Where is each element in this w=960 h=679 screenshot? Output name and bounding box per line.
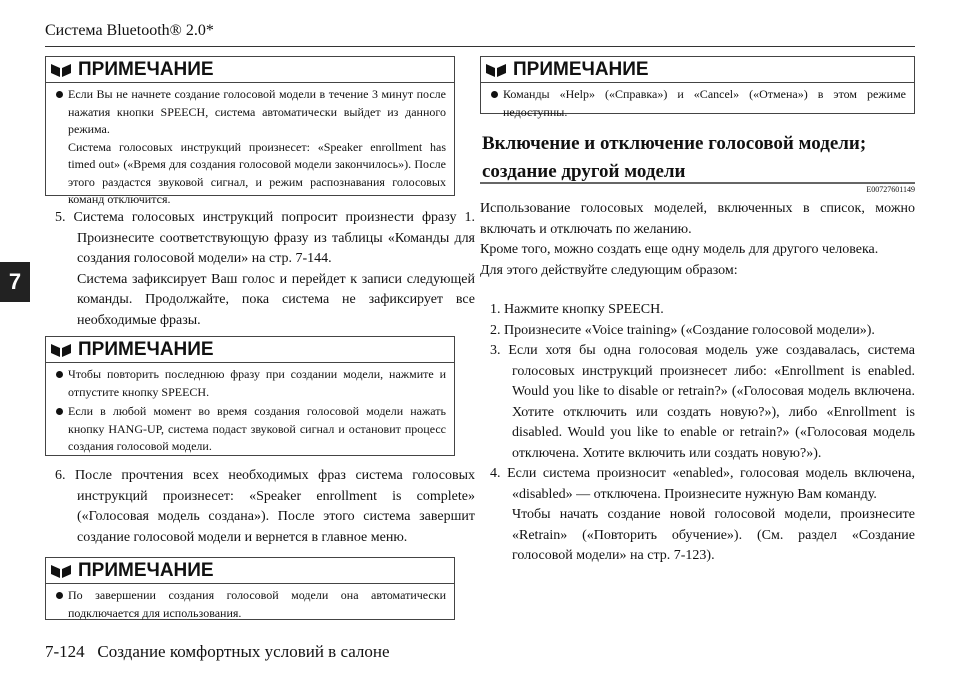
chapter-tab: 7 (0, 262, 30, 302)
intro-paragraphs (480, 199, 915, 281)
paragraph: Для этого действуйте следующим образом: (480, 262, 738, 278)
note-header (46, 57, 454, 83)
note-text: Команды «Help» («Справка») и «Cancel» («Отмена») в этом режиме недоступны. (491, 86, 906, 121)
step-text: Система голосовых инструкций попросит произнести фразу 1. Произнесите соответствующую фразу из таблицы «Команды для создания голосовой модели» на стр. 7-144. (73, 210, 475, 266)
step-text: Система зафиксирует Ваш голос и перейдет к записи следующей команды. Продолжайте, пока система не зафиксирует все необходимые фразы. (77, 271, 475, 328)
step-text: Нажмите кнопку SPEECH. (504, 302, 664, 317)
note-text: По завершении создания голосовой модели она автоматически подключается для использования. (56, 587, 446, 622)
page-number: 7-124 (45, 642, 85, 661)
steps-list (490, 300, 915, 567)
paragraph: Использование голосовых моделей, включенных в список, можно включать и отключать по желанию. (480, 201, 915, 237)
step-text: После прочтения всех необходимых фраз система голосовых инструкций произнесет: «Speaker enrollment is complete» («Голосовая модель создана»). После этого система завершит создание голосовой модели и вернется в главное меню. (75, 468, 475, 545)
note-text: Чтобы повторить последнюю фразу при создании модели, нажмите и отпустите кнопку SPEECH. (56, 366, 446, 401)
section-code: E00727601149 (866, 185, 915, 194)
note-box (45, 336, 455, 456)
open-book-icon (50, 342, 72, 358)
open-book-icon (50, 563, 72, 579)
running-header: Система Bluetooth® 2.0* (45, 22, 214, 39)
note-box (480, 56, 915, 119)
note-text: Если Вы не начнете создание голосовой модели в течение 3 минут после нажатия кнопки SPEECH, система автоматически выйдет из данного режима. (68, 87, 446, 136)
step-text: Чтобы начать создание новой голосовой модели, произнесите «Retrain» («Повторить обучение»). (См. раздел «Создание голосовой модели» на стр. 7-123). (512, 507, 915, 563)
paragraph: Кроме того, можно создать еще одну модель для другого человека. (480, 242, 879, 257)
open-book-icon (50, 62, 72, 78)
open-book-icon (485, 62, 507, 78)
note-header (46, 558, 454, 584)
note-box (45, 56, 455, 206)
step-6 (55, 466, 475, 548)
note-label: ПРИМЕЧАНИЕ (513, 58, 649, 80)
note-header (481, 57, 914, 83)
note-label: ПРИМЕЧАНИЕ (78, 338, 214, 360)
step-text: Если система произносит «enabled», голосовая модель включена, «disabled» — отключена. Произнесите нужную Вам команду. (507, 466, 915, 502)
step-5 (55, 208, 475, 331)
note-header (46, 337, 454, 363)
step-number: 1. (490, 302, 501, 317)
step-number: 4. (490, 466, 501, 481)
section-heading: Включение и отключение голосовой модели; создание другой модели (482, 133, 867, 182)
step-text: Если хотя бы одна голосовая модель уже создавалась, система голосовых инструкций произнесет либо: «Enrollment is enabled. Would you like to disable or retrain?» («Голосовая модель включена. Хотите отключить или создать новую?»), либо «Enrollment is disabled. Would you like to enable or retrain?» («Голосовая модель отключена. Хотите включить или создать новую?»). (508, 343, 915, 461)
note-text: Если в любой момент во время создания голосовой модели нажать кнопку HANG-UP, система подаст звуковой сигнал и остановит процесс создания голосовой модели. (56, 403, 446, 456)
note-box (45, 557, 455, 620)
step-number: 6. (55, 468, 66, 483)
step-number: 3. (490, 343, 501, 358)
note-label: ПРИМЕЧАНИЕ (78, 559, 214, 581)
step-text: Произнесите «Voice training» («Создание голосовой модели»). (504, 322, 875, 338)
footer-section-title: Создание комфортных условий в салоне (97, 642, 390, 661)
page-footer (45, 642, 390, 662)
note-text: Система голосовых инструкций произнесет: «Speaker enrollment has timed out» («Время для создания голосовой модели закончилось»). После этого раздастся звуковой сигнал, и режим распознавания голосовых команд отключится. (68, 139, 446, 206)
header-rule (45, 46, 915, 47)
step-number: 2. (490, 322, 501, 338)
heading-rule (480, 182, 915, 184)
step-number: 5. (55, 210, 66, 225)
note-label: ПРИМЕЧАНИЕ (78, 58, 214, 80)
